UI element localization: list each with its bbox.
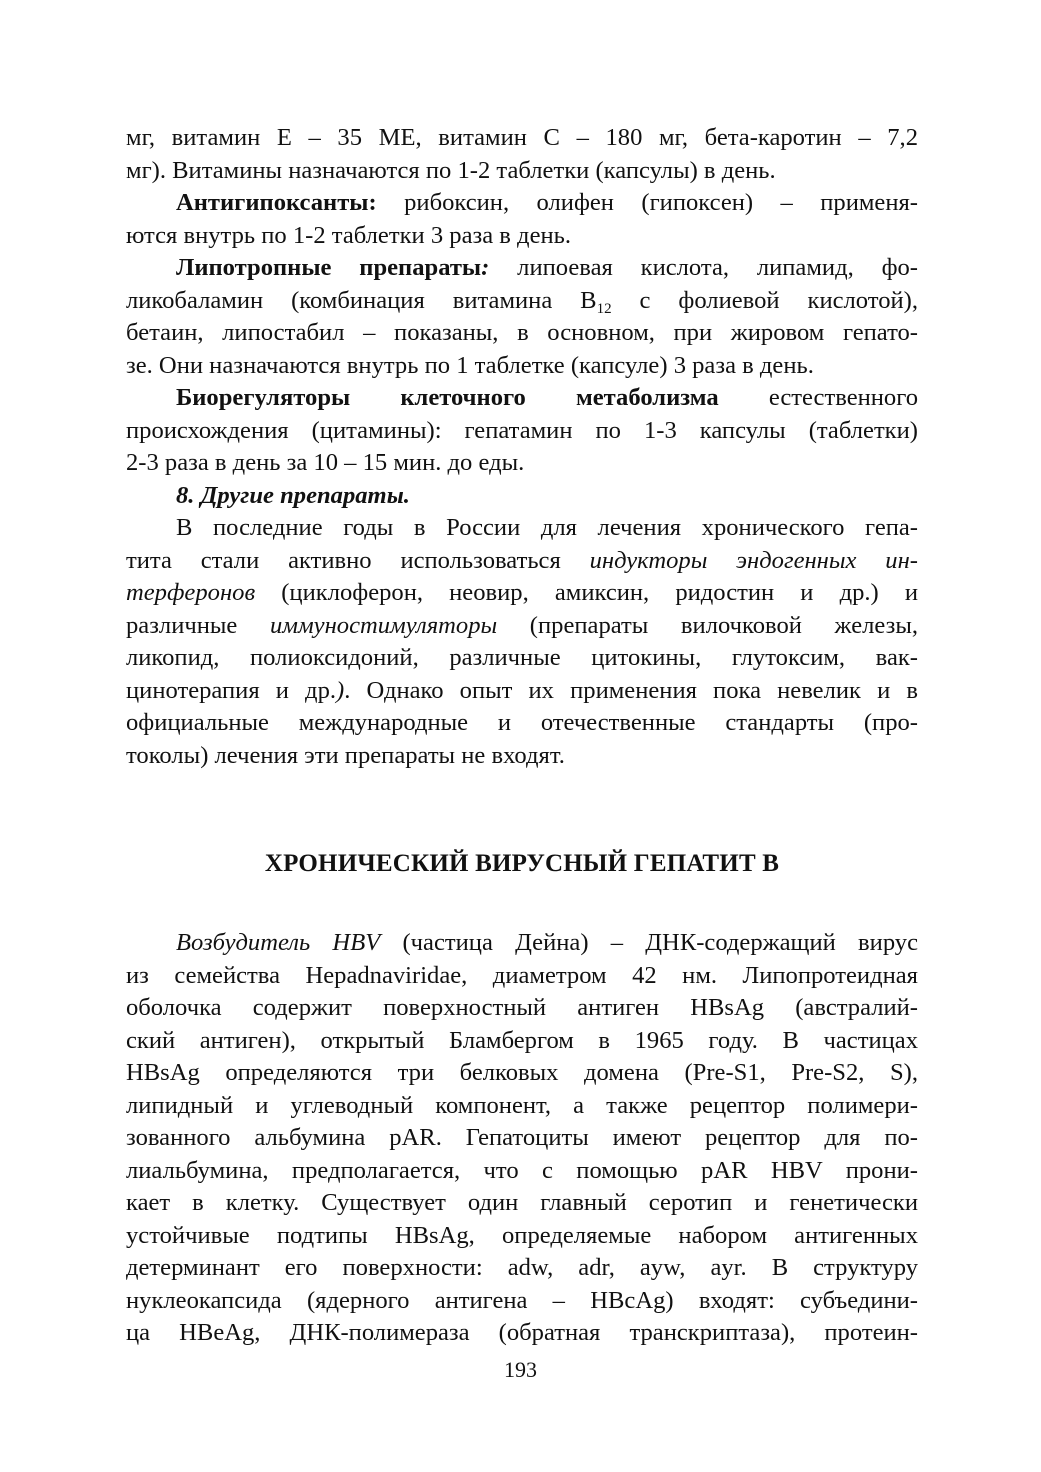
text-span: HBsAg определяются три белковых домена (Pre-S1, Pre-S2, S), [126, 1059, 918, 1086]
text-line [126, 1220, 918, 1253]
text-line [126, 1187, 918, 1220]
text-line [126, 927, 918, 960]
text-span: зованного альбумина pAR. Гепатоциты имеют рецептор для по- [126, 1124, 918, 1151]
subheading-other-drugs [126, 480, 918, 513]
text-line [126, 1025, 918, 1058]
text-line [126, 577, 918, 610]
text-italic: терферонов [126, 579, 256, 606]
text-line [126, 252, 918, 285]
text-line [126, 220, 918, 253]
subscript: 12 [596, 300, 612, 317]
text-span: В последние годы в России для лечения хронического гепа- [176, 514, 918, 541]
text-span: лиальбумина, предполагается, что с помощью pAR HBV прони- [126, 1156, 918, 1184]
text-line [126, 545, 918, 578]
text-line [126, 642, 918, 675]
text-line [126, 512, 918, 545]
text-span: . Однако опыт их применения пока невелик и в [344, 676, 918, 704]
text-span: ликопид, полиоксидоний, различные цитокины, глутоксим, вак- [126, 644, 918, 671]
text-line [126, 960, 918, 993]
text-span: нуклеокапсида (ядерного антигена – HBcAg) входят: субъедини- [126, 1286, 918, 1314]
text-italic: Возбудитель HBV [176, 929, 381, 956]
text-span: устойчивые подтипы HBsAg, определяемые набором антигенных [126, 1221, 918, 1249]
text-span: 2-3 раза в день за 10 – 15 мин. до еды. [126, 449, 525, 476]
text-span: бетаин, липостабил – показаны, в основном, при жировом гепато- [126, 319, 918, 346]
text-span: из семейства Hepadnaviridae, диаметром 42 нм. Липопротеидная [126, 961, 918, 989]
text-line [126, 382, 918, 415]
text-span: различные [126, 611, 270, 639]
text-line [126, 447, 918, 480]
text-line [126, 415, 918, 448]
text-line [126, 740, 918, 773]
text-span: цинотерапия и др. [126, 676, 337, 704]
page-number: 193 [504, 1357, 537, 1382]
text-line [126, 1122, 918, 1155]
term-bold: Липотропные препараты [176, 254, 482, 281]
text-line [126, 350, 918, 383]
text-line [126, 1285, 918, 1318]
text-span: тита стали активно использоваться [126, 546, 590, 574]
text-span: (частица Дейна) – ДНК-содержащий вирус [380, 929, 919, 956]
text-span: с фолиевой кислотой), [611, 286, 918, 314]
text-span: ликобаламин (комбинация витамина В [126, 286, 597, 314]
text-span: рибоксин, олифен (гипоксен) – применя- [376, 189, 918, 216]
paragraph-other-drugs [126, 512, 918, 772]
text-span: ский антиген), открытый Бламбергом в 1965 году. В частицах [126, 1026, 918, 1054]
text-span: детерминант его поверхности: adw, adr, ayw, ayr. В структуру [126, 1254, 918, 1281]
paragraph-lipotropic [126, 252, 918, 382]
page-body [126, 122, 918, 1350]
paragraph-bioregulators [126, 382, 918, 480]
text-span: липоевая кислота, липамид, фо- [489, 254, 918, 281]
text-line [126, 610, 918, 643]
text-span: липидный и углеводный компонент, а также рецептор полимери- [126, 1091, 918, 1119]
text-line [126, 992, 918, 1025]
text-line [126, 285, 918, 318]
text-italic: ) [336, 676, 345, 704]
text-line [126, 155, 918, 188]
text-italic: иммуностимуляторы [269, 611, 498, 639]
paragraph-vitamins [126, 122, 918, 187]
text-line [126, 1155, 918, 1188]
text-italic: индукторы эндогенных ин- [589, 546, 918, 574]
text-span: мг, витамин Е – 35 МЕ, витамин С – 180 мг, бета-каротин – 7,2 [126, 124, 918, 151]
text-line [126, 1252, 918, 1285]
text-line [126, 187, 918, 220]
section-title: ХРОНИЧЕСКИЙ ВИРУСНЫЙ ГЕПАТИТ В [264, 850, 780, 877]
text-span: ца HBeAg, ДНК-полимераза (обратная транскриптаза), протеин- [126, 1319, 918, 1346]
spacer [126, 772, 918, 848]
text-span: происхождения (цитамины): гепатамин по 1-3 капсулы (таблетки) [126, 416, 918, 444]
term-bold: Антигипоксанты: [176, 189, 377, 216]
text-line [126, 1090, 918, 1123]
text-span: зе. Они назначаются внутрь по 1 таблетке (капсуле) 3 раза в день. [126, 351, 814, 379]
text-span: (циклоферон, неовир, амиксин, ридостин и др.) и [255, 579, 918, 606]
subheading-text: 8. Другие препараты. [176, 481, 410, 509]
term-bold: Биорегуляторы клеточного метаболизма [176, 384, 719, 411]
text-span: ются внутрь по 1-2 таблетки 3 раза в день. [126, 221, 572, 249]
text-span: оболочка содержит поверхностный антиген HBsAg (австралий- [126, 994, 918, 1021]
text-line [126, 317, 918, 350]
paragraph-hbv [126, 927, 918, 1350]
text-span: кает в клетку. Существует один главный серотип и генетически [126, 1189, 918, 1216]
text-span: мг). Витамины назначаются по 1-2 таблетки (капсулы) в день. [126, 156, 776, 184]
text-line [126, 122, 918, 155]
text-span: (препараты вилочковой железы, [497, 611, 918, 639]
text-span: естественного [718, 384, 919, 411]
text-span: официальные международные и отечественные стандарты (про- [126, 709, 918, 736]
text-span: токолы) лечения эти препараты не входят. [126, 741, 565, 769]
text-line [126, 675, 918, 708]
text-line [126, 1317, 918, 1350]
text-line [126, 1057, 918, 1090]
spacer [126, 880, 918, 927]
text-line [126, 707, 918, 740]
text-span: : [481, 254, 490, 281]
paragraph-antihypoxants [126, 187, 918, 252]
